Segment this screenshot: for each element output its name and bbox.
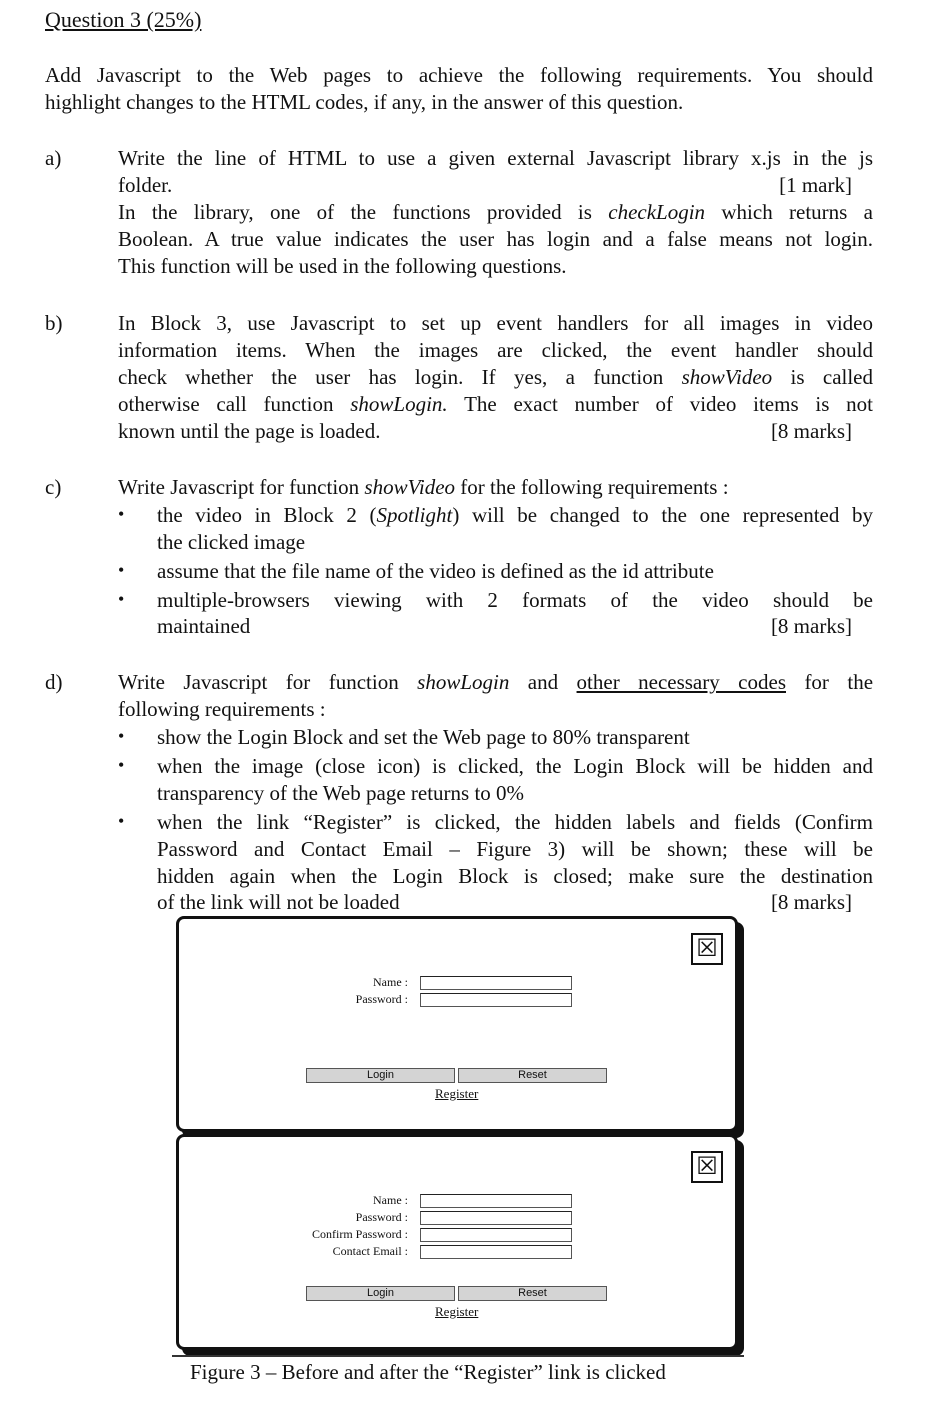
part-a-line-3-text-a: In the library, one of the functions provided is [118,200,592,224]
part-d-line-1 [118,669,873,696]
part-d-line-1-text-b: and [527,670,559,694]
part-d-line-2: following requirements : [118,697,326,721]
part-c-spotlight: Spotlight [376,503,453,527]
part-d-marks: [8 marks] [770,890,852,914]
login-block-after [176,1134,738,1350]
part-c-line-1 [118,474,729,501]
part-a-label: a) [45,146,62,170]
part-c-bullet-1: • [118,504,125,524]
part-d-item-2: when the image (close icon) is clicked, the Login Block will be hidden and [157,754,873,778]
part-b-line-4-text-a: otherwise call function [118,392,334,416]
part-b-showlogin: showLogin. [350,392,448,416]
confirm-password-input[interactable] [420,1228,572,1242]
part-b-line-2: information items. When the images are clicked, the event handler should [118,338,873,362]
part-a-line-3 [118,199,873,226]
part-d-item-3-line-2: Password and Contact Email – Figure 3) will be shown; these will be [157,837,873,861]
part-c-item-3-line-2: maintained [157,614,251,638]
part-b-line-3 [118,364,873,391]
intro-line-1: Add Javascript to the Web pages to achieve the following requirements. You should [45,63,873,87]
name-label: Name : [373,975,408,989]
part-a-marks: [1 mark] [779,173,852,197]
part-c-label: c) [45,475,62,499]
question-title: Question 3 (25%) [45,7,202,32]
password-label: Password : [355,1210,408,1224]
part-d-other-codes: other necessary codes [576,670,786,694]
part-a-line-1: Write the line of HTML to use a given external Javascript library x.js in the js [118,146,873,170]
close-icon[interactable]: ☒ [691,1151,723,1183]
part-a-line-3-text-b: which returns a [721,200,873,224]
part-c-marks: [8 marks] [770,614,852,638]
part-d-bullet-1: • [118,726,125,746]
part-d-line-1-text-a: Write Javascript for function [118,670,399,694]
part-c-item-1-text-a: the video in Block 2 ( [157,503,377,527]
part-c-item-1 [157,502,873,529]
part-c-item-2: assume that the file name of the video is defined as the id attribute [157,559,714,583]
password-label: Password : [355,992,408,1006]
part-d-label: d) [45,670,63,694]
confirm-password-label: Confirm Password : [312,1227,408,1241]
contact-email-label: Contact Email : [332,1244,408,1258]
name-input[interactable] [420,1194,572,1208]
login-block-before [176,916,738,1132]
part-b-line-3-text-a: check whether the user has login. If yes, a function [118,365,664,389]
part-d-line-1-text-c: for the [804,670,874,694]
part-d-bullet-2: • [118,755,125,775]
part-c-item-1-text-b: ) will be changed to the one represented by [452,503,873,527]
close-icon[interactable]: ☒ [691,933,723,965]
part-b-showvideo: showVideo [681,365,773,389]
reset-button[interactable]: Reset [458,1286,607,1301]
password-input[interactable] [420,1211,572,1225]
part-b-line-5: known until the page is loaded. [118,419,381,443]
intro-line-2: highlight changes to the HTML codes, if any, in the answer of this question. [45,90,684,114]
contact-email-input[interactable] [420,1245,572,1259]
part-b-marks: [8 marks] [770,419,852,443]
part-c-item-1-line-2: the clicked image [157,530,306,554]
part-a-line-4: Boolean. A true value indicates the user has login and a false means not login. [118,227,873,251]
part-b-label: b) [45,311,63,335]
register-link[interactable]: Register [435,1086,479,1101]
name-label: Name : [373,1193,408,1207]
login-button[interactable]: Login [306,1286,455,1301]
part-d-item-2-line-2: transparency of the Web page returns to 0% [157,781,525,805]
part-b-line-1: In Block 3, use Javascript to set up event handlers for all images in video [118,311,873,335]
part-c-line-1-text-a: Write Javascript for function [118,475,360,499]
part-b-line-4 [118,391,873,418]
reset-button[interactable]: Reset [458,1068,607,1083]
part-b-line-3-text-b: is called [790,365,874,389]
part-d-item-3-line-3: hidden again when the Login Block is closed; make sure the destination [157,864,873,888]
figure-divider [172,1355,744,1357]
part-b-line-4-text-b: The exact number of video items is not [464,392,873,416]
part-d-item-3-line-4: of the link will not be loaded [157,890,400,914]
part-c-bullet-2: • [118,560,125,580]
password-input[interactable] [420,993,572,1007]
part-a-checklogin: checkLogin [608,200,706,224]
figure-caption: Figure 3 – Before and after the “Register” link is clicked [190,1360,666,1384]
part-c-bullet-3: • [118,589,125,609]
part-d-item-3: when the link “Register” is clicked, the hidden labels and fields (Confirm [157,810,873,834]
part-a-line-2: folder. [118,173,173,197]
part-c-line-1-text-b: for the following requirements : [460,475,729,499]
part-c-item-3: multiple-browsers viewing with 2 formats of the video should be [157,588,873,612]
part-d-item-1: show the Login Block and set the Web page to 80% transparent [157,725,690,749]
part-a-line-5: This function will be used in the following questions. [118,254,567,278]
part-d-bullet-3: • [118,811,125,831]
login-button[interactable]: Login [306,1068,455,1083]
register-link[interactable]: Register [435,1304,479,1319]
part-c-showvideo: showVideo [364,475,456,499]
name-input[interactable] [420,976,572,990]
part-d-showlogin: showLogin [417,670,510,694]
